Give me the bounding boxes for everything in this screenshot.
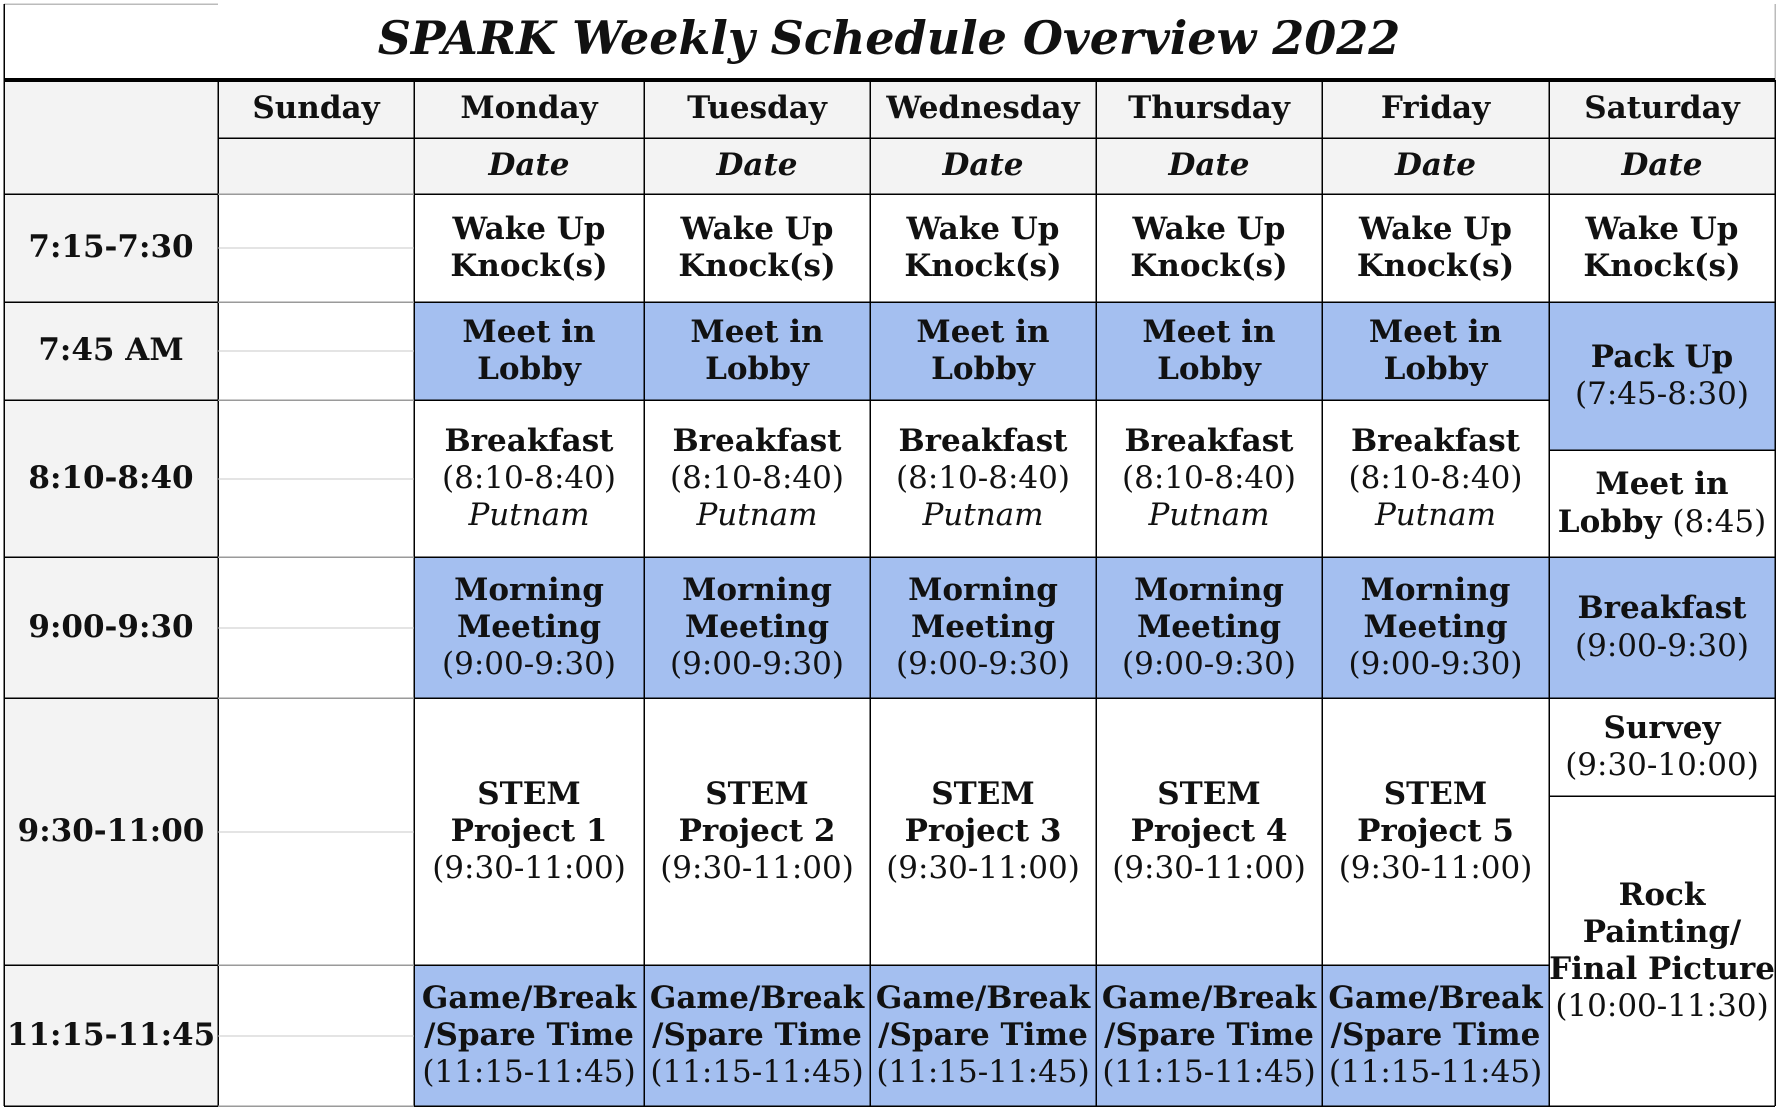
event-time: (11:15-11:45) <box>650 1054 864 1091</box>
event-time: (9:30-11:00) <box>1338 850 1533 887</box>
stem-project-event <box>870 698 1096 965</box>
event-time: (11:15-11:45) <box>1328 1054 1543 1091</box>
stem-project-event <box>1096 698 1322 965</box>
event-title: Morning Meeting <box>1360 571 1511 645</box>
event-title: Breakfast <box>1124 422 1294 459</box>
event-time: (8:10-8:40) <box>896 459 1070 496</box>
morning-meeting-event <box>1322 557 1549 698</box>
day-header-thursday: Thursday <box>1096 80 1322 138</box>
day-header-saturday: Saturday <box>1549 80 1775 138</box>
date-cell-sunday <box>218 138 414 194</box>
event-time: (11:15-11:45) <box>1102 1054 1316 1091</box>
event-time: (9:30-11:00) <box>1112 850 1306 887</box>
meet-lobby-event <box>644 302 870 400</box>
event-title: Meet in Lobby <box>690 313 824 387</box>
event-title: Game/Break /Spare Time <box>421 979 637 1053</box>
event-title: Breakfast <box>1350 422 1521 459</box>
event-title: Wake Up Knock(s) <box>904 210 1062 284</box>
game-break-event <box>1322 965 1549 1106</box>
breakfast-event <box>644 400 870 557</box>
time-label: 9:00-9:30 <box>4 557 218 698</box>
event-title: Breakfast <box>444 422 614 459</box>
event-title: STEM Project 5 <box>1357 775 1514 849</box>
saturday-pack-up-event <box>1549 302 1775 450</box>
game-break-event <box>644 965 870 1106</box>
meet-lobby-event <box>414 302 644 400</box>
event-title: Wake Up Knock(s) <box>1356 210 1515 284</box>
saturday-rock-painting-event <box>1549 796 1775 1106</box>
day-header-sunday: Sunday <box>218 80 414 138</box>
event-title: Morning Meeting <box>1134 571 1284 645</box>
morning-meeting-event <box>644 557 870 698</box>
meet-lobby-event <box>870 302 1096 400</box>
wake-up-event <box>644 194 870 302</box>
event-title: STEM Project 4 <box>1130 775 1288 849</box>
stem-project-event <box>414 698 644 965</box>
event-title: Wake Up Knock(s) <box>1130 210 1288 284</box>
event-time: (8:10-8:40) <box>1348 459 1523 496</box>
game-break-event <box>1096 965 1322 1106</box>
event-location: Putnam <box>1374 497 1497 534</box>
event-time: (9:00-9:30) <box>1122 646 1296 683</box>
day-header-monday: Monday <box>414 80 644 138</box>
schedule-title: SPARK Weekly Schedule Overview 2022 <box>377 11 1401 66</box>
event-time: (7:45-8:30) <box>1575 376 1749 412</box>
morning-meeting-event <box>414 557 644 698</box>
event-location: Putnam <box>468 497 590 534</box>
event-time: (8:10-8:40) <box>442 459 616 496</box>
event-title: STEM Project 1 <box>450 775 608 849</box>
date-cell-wednesday: Date <box>870 138 1096 194</box>
wake-up-event <box>870 194 1096 302</box>
time-label: 7:15-7:30 <box>4 194 218 302</box>
event-location: Putnam <box>922 497 1044 534</box>
event-title: Rock Painting/ Final Picture <box>1549 876 1775 987</box>
event-title: Wake Up Knock(s) <box>450 210 608 284</box>
event-time: (8:10-8:40) <box>1122 459 1296 496</box>
event-title: Meet in Lobby <box>1142 313 1276 387</box>
event-title: Game/Break /Spare Time <box>649 979 865 1053</box>
breakfast-event <box>414 400 644 557</box>
day-header-tuesday: Tuesday <box>644 80 870 138</box>
breakfast-event <box>1322 400 1549 557</box>
event-title: Game/Break /Spare Time <box>1328 979 1543 1053</box>
event-time: (9:30-11:00) <box>886 850 1080 887</box>
event-title: STEM Project 3 <box>904 775 1062 849</box>
event-time: (9:30-11:00) <box>660 850 854 887</box>
event-time: (9:30-10:00) <box>1565 747 1759 783</box>
event-time: (11:15-11:45) <box>422 1054 636 1091</box>
game-break-event <box>414 965 644 1106</box>
event-time: (8:45) <box>1672 503 1767 540</box>
event-time: (9:00-9:30) <box>442 646 616 683</box>
wake-up-event <box>1322 194 1549 302</box>
wake-up-event <box>414 194 644 302</box>
event-title-line <box>1549 466 1775 540</box>
stem-project-event <box>1322 698 1549 965</box>
saturday-meet-lobby-event <box>1549 450 1775 557</box>
event-time: (9:00-9:30) <box>1575 627 1749 664</box>
event-title: Breakfast <box>898 422 1068 459</box>
date-cell-thursday: Date <box>1096 138 1322 194</box>
event-location: Putnam <box>1148 497 1270 534</box>
date-cell-monday: Date <box>414 138 644 194</box>
event-time: (8:10-8:40) <box>670 459 844 496</box>
event-title: Meet in Lobby <box>916 313 1050 387</box>
event-title: STEM Project 2 <box>678 775 836 849</box>
event-title: Meet in Lobby <box>462 313 596 387</box>
event-title: Wake Up Knock(s) <box>678 210 836 284</box>
event-time: (9:00-9:30) <box>1348 646 1523 683</box>
saturday-wake-up-event <box>1549 194 1775 302</box>
event-title: Meet in Lobby <box>1368 313 1503 387</box>
saturday-breakfast-event <box>1549 557 1775 698</box>
event-time: (9:30-11:00) <box>432 850 626 887</box>
date-cell-tuesday: Date <box>644 138 870 194</box>
event-title: Game/Break /Spare Time <box>875 979 1091 1053</box>
event-title: Game/Break /Spare Time <box>1101 979 1317 1053</box>
event-location: Putnam <box>696 497 818 534</box>
event-time: (9:00-9:30) <box>896 646 1070 683</box>
event-title: Wake Up Knock(s) <box>1583 210 1741 284</box>
stem-project-event <box>644 698 870 965</box>
event-title: Pack Up <box>1590 338 1734 375</box>
event-time: (9:00-9:30) <box>670 646 844 683</box>
meet-lobby-event <box>1322 302 1549 400</box>
event-title: Breakfast <box>672 422 842 459</box>
event-title: Survey <box>1603 709 1721 746</box>
wake-up-event <box>1096 194 1322 302</box>
time-label: 9:30-11:00 <box>4 698 218 965</box>
event-title: Morning Meeting <box>454 571 604 645</box>
event-title: Morning Meeting <box>682 571 832 645</box>
day-header-wednesday: Wednesday <box>870 80 1096 138</box>
event-time: (10:00-11:30) <box>1555 988 1769 1025</box>
event-title: Breakfast <box>1577 590 1747 627</box>
time-label: 8:10-8:40 <box>4 400 218 557</box>
event-time: (11:15-11:45) <box>876 1054 1090 1091</box>
event-title: Meet in Lobby <box>1557 466 1729 540</box>
event-title: Morning Meeting <box>908 571 1058 645</box>
morning-meeting-event <box>870 557 1096 698</box>
morning-meeting-event <box>1096 557 1322 698</box>
date-cell-friday: Date <box>1322 138 1549 194</box>
saturday-survey-event <box>1549 698 1775 796</box>
breakfast-event <box>1096 400 1322 557</box>
sunday-column <box>218 194 414 1106</box>
game-break-event <box>870 965 1096 1106</box>
time-label: 11:15-11:45 <box>4 965 218 1106</box>
date-cell-saturday: Date <box>1549 138 1775 194</box>
day-header-friday: Friday <box>1322 80 1549 138</box>
corner-header-cell <box>4 80 218 194</box>
time-label: 7:45 AM <box>4 302 218 400</box>
meet-lobby-event <box>1096 302 1322 400</box>
breakfast-event <box>870 400 1096 557</box>
